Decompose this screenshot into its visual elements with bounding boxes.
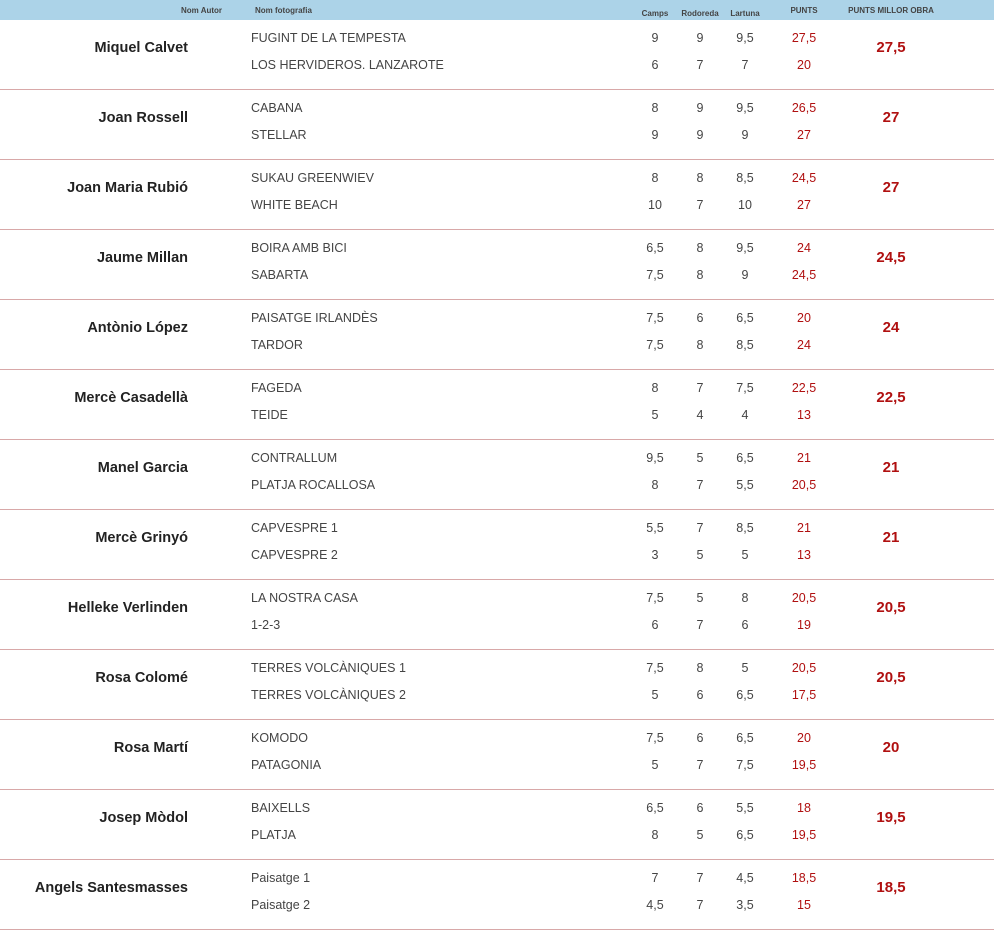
photo-row [0,374,994,401]
best-score: 20,5 [876,669,906,686]
photo-title: 1-2-3 [251,618,281,632]
photo-row [0,401,994,428]
score-punts: 26,5 [791,101,817,115]
photo-row [0,331,994,358]
score-rodoreda: 7 [696,58,704,72]
photo-title: WHITE BEACH [251,198,338,212]
author-name: Angels Santesmasses [34,880,188,896]
photo-title: CONTRALLUM [251,451,338,465]
photo-title: CAPVESPRE 1 [251,521,338,535]
score-lartuna: 6,5 [736,451,754,465]
header-rodoreda: Rodoreda [681,9,719,18]
score-punts: 13 [797,408,811,422]
score-rodoreda: 6 [696,801,704,815]
score-punts: 20,5 [791,591,817,605]
score-lartuna: 8,5 [736,171,754,185]
photo-row [0,654,994,681]
best-score: 21 [882,529,900,546]
photo-title: LA NOSTRA CASA [251,591,358,605]
author-row [0,440,994,510]
photo-row [0,584,994,611]
photo-title: PATAGONIA [251,758,322,772]
header-camps: Camps [641,9,669,18]
best-score: 27 [882,179,900,196]
photo-row [0,51,994,78]
header-punts-millor-obra: PUNTS MILLOR OBRA [848,6,934,15]
score-punts: 18 [797,801,811,815]
photo-row [0,864,994,891]
score-punts: 27,5 [791,31,817,45]
score-lartuna: 6,5 [736,731,754,745]
score-lartuna: 7 [741,58,749,72]
author-row [0,650,994,720]
score-rodoreda: 8 [696,268,704,282]
photo-title: PAISATGE IRLANDÈS [251,311,378,325]
photo-row [0,471,994,498]
score-camps: 7,5 [646,661,664,675]
photo-row [0,611,994,638]
score-rodoreda: 4 [696,408,704,422]
photo-title: PLATJA ROCALLOSA [251,478,376,492]
photo-row [0,234,994,261]
header-lartuna: Lartuna [730,9,760,18]
author-row [0,790,994,860]
score-rodoreda: 7 [696,618,704,632]
photo-row [0,751,994,778]
score-lartuna: 8,5 [736,521,754,535]
score-lartuna: 9 [741,128,749,142]
score-rodoreda: 8 [696,661,704,675]
score-lartuna: 4 [741,408,749,422]
score-punts: 19,5 [791,828,817,842]
author-name: Mercè Casadellà [74,390,188,406]
author-name: Miquel Calvet [94,40,188,56]
score-punts: 20,5 [791,661,817,675]
best-score: 21 [882,459,900,476]
score-punts: 24,5 [791,171,817,185]
photo-title: TERRES VOLCÀNIQUES 2 [251,688,406,702]
photo-row [0,514,994,541]
author-name: Manel Garcia [97,460,188,476]
header-nom-fotografia: Nom fotografia [255,6,312,15]
best-score: 27,5 [876,39,906,56]
score-lartuna: 10 [738,198,752,212]
score-lartuna: 3,5 [736,898,754,912]
photo-title: FUGINT DE LA TEMPESTA [251,31,406,45]
score-punts: 21 [797,521,811,535]
score-lartuna: 4,5 [736,871,754,885]
photo-title: TEIDE [251,408,288,422]
score-punts: 27 [797,198,811,212]
score-punts: 27 [797,128,811,142]
score-camps: 6,5 [646,241,664,255]
score-lartuna: 8,5 [736,338,754,352]
photo-title: SUKAU GREENWIEV [251,171,374,185]
score-punts: 20 [797,731,811,745]
score-camps: 6,5 [646,801,664,815]
score-camps: 10 [648,198,662,212]
score-rodoreda: 7 [696,381,704,395]
score-camps: 7,5 [646,268,664,282]
best-score: 24,5 [876,249,906,266]
score-camps: 7,5 [646,338,664,352]
author-row [0,510,994,580]
score-camps: 9,5 [646,451,664,465]
photo-row [0,304,994,331]
author-row [0,580,994,650]
score-rodoreda: 5 [696,828,704,842]
photo-row [0,261,994,288]
score-punts: 18,5 [791,871,817,885]
header-nom-autor: Nom Autor [181,6,223,15]
table-header [0,0,994,20]
score-lartuna: 8 [741,591,749,605]
score-punts: 13 [797,548,811,562]
score-punts: 20,5 [791,478,817,492]
author-row [0,720,994,790]
score-camps: 5 [651,408,659,422]
author-name: Joan Rossell [98,110,188,126]
photo-title: Paisatge 2 [251,898,311,912]
author-name: Jaume Millan [96,250,188,266]
author-name: Josep Mòdol [99,810,188,826]
score-camps: 8 [651,828,659,842]
photo-title: CAPVESPRE 2 [251,548,338,562]
score-rodoreda: 7 [696,478,704,492]
score-rodoreda: 8 [696,338,704,352]
score-rodoreda: 7 [696,898,704,912]
author-row [0,230,994,300]
header-punts: PUNTS [790,6,818,15]
score-rodoreda: 5 [696,548,704,562]
score-lartuna: 5,5 [736,801,754,815]
score-lartuna: 6 [741,618,749,632]
score-camps: 9 [651,128,659,142]
score-lartuna: 9,5 [736,31,754,45]
author-name: Rosa Colomé [95,670,188,686]
photo-row [0,121,994,148]
score-camps: 4,5 [646,898,664,912]
author-name: Antònio López [87,320,188,336]
photo-row [0,191,994,218]
photo-title: PLATJA [251,828,296,842]
score-rodoreda: 9 [696,101,704,115]
score-punts: 20 [797,58,811,72]
score-rodoreda: 9 [696,128,704,142]
score-lartuna: 9 [741,268,749,282]
best-score: 18,5 [876,879,906,896]
score-rodoreda: 7 [696,521,704,535]
score-camps: 7 [651,871,659,885]
score-lartuna: 5 [741,548,749,562]
author-row [0,20,994,90]
photo-row [0,681,994,708]
score-punts: 15 [797,898,811,912]
author-row [0,370,994,440]
best-score: 19,5 [876,809,906,826]
photo-title: BOIRA AMB BICI [251,241,347,255]
score-lartuna: 9,5 [736,241,754,255]
score-camps: 9 [651,31,659,45]
photo-title: FAGEDA [251,381,302,395]
score-rodoreda: 6 [696,688,704,702]
photo-row [0,541,994,568]
score-rodoreda: 6 [696,731,704,745]
best-score: 22,5 [876,389,906,406]
score-rodoreda: 6 [696,311,704,325]
photo-title: Paisatge 1 [251,871,311,885]
score-punts: 24 [797,241,811,255]
score-lartuna: 7,5 [736,758,754,772]
photo-row [0,94,994,121]
score-punts: 19,5 [791,758,817,772]
score-lartuna: 9,5 [736,101,754,115]
score-camps: 8 [651,381,659,395]
score-lartuna: 6,5 [736,828,754,842]
author-name: Joan Maria Rubió [67,180,188,196]
score-punts: 21 [797,451,811,465]
author-name: Mercè Grinyó [95,530,188,546]
score-lartuna: 7,5 [736,381,754,395]
score-rodoreda: 7 [696,198,704,212]
photo-title: CABANA [251,101,303,115]
best-score: 24 [882,319,900,336]
score-punts: 22,5 [791,381,817,395]
score-lartuna: 6,5 [736,688,754,702]
photo-title: LOS HERVIDEROS. LANZAROTE [251,58,444,72]
photo-title: BAIXELLS [251,801,311,815]
photo-row [0,724,994,751]
score-rodoreda: 5 [696,451,704,465]
best-score: 20,5 [876,599,906,616]
score-camps: 7,5 [646,311,664,325]
author-row [0,300,994,370]
score-punts: 24 [797,338,811,352]
score-lartuna: 5,5 [736,478,754,492]
score-camps: 7,5 [646,591,664,605]
score-rodoreda: 7 [696,758,704,772]
score-camps: 5,5 [646,521,664,535]
photo-title: SABARTA [251,268,309,282]
photo-row [0,444,994,471]
score-camps: 5 [651,758,659,772]
photo-title: KOMODO [251,731,308,745]
score-rodoreda: 7 [696,871,704,885]
author-name: Rosa Martí [113,740,188,756]
score-camps: 5 [651,688,659,702]
score-punts: 24,5 [791,268,817,282]
score-camps: 7,5 [646,731,664,745]
author-row [0,860,994,930]
score-rodoreda: 8 [696,241,704,255]
score-rodoreda: 5 [696,591,704,605]
score-lartuna: 5 [741,661,749,675]
score-camps: 3 [651,548,659,562]
score-camps: 8 [651,171,659,185]
score-camps: 6 [651,618,659,632]
photo-row [0,794,994,821]
score-camps: 6 [651,58,659,72]
author-row [0,160,994,230]
score-rodoreda: 9 [696,31,704,45]
author-row [0,90,994,160]
photo-row [0,891,994,918]
photo-title: TARDOR [251,338,303,352]
score-lartuna: 6,5 [736,311,754,325]
best-score: 27 [882,109,900,126]
score-punts: 20 [797,311,811,325]
photo-title: STELLAR [251,128,307,142]
photo-row [0,164,994,191]
score-rodoreda: 8 [696,171,704,185]
score-punts: 19 [797,618,811,632]
results-table [0,20,994,930]
photo-row [0,24,994,51]
photo-title: TERRES VOLCÀNIQUES 1 [251,661,406,675]
photo-row [0,821,994,848]
score-camps: 8 [651,101,659,115]
author-name: Helleke Verlinden [67,600,188,616]
score-camps: 8 [651,478,659,492]
best-score: 20 [882,739,900,756]
score-punts: 17,5 [791,688,817,702]
